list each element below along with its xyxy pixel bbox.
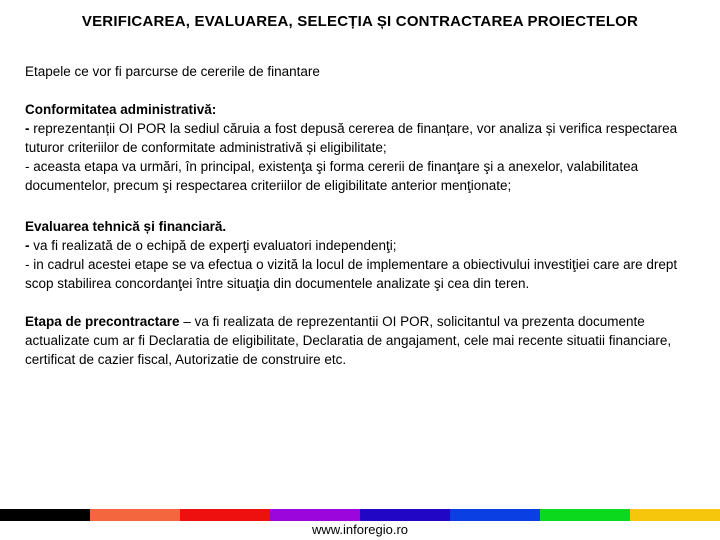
bullet-dash: - <box>25 257 30 272</box>
slide-body <box>25 62 699 369</box>
color-bar-segment-red <box>180 509 270 521</box>
bullet-text: aceasta etapa va urmări, în principal, existenţa şi forma cererii de finanţare şi a anexelor, valabilitatea documentelor, precum şi respectarea criteriilor de eligibilitate anterior menţionate; <box>25 159 639 193</box>
color-bar-segment-black <box>0 509 90 521</box>
bullet-item <box>25 157 699 195</box>
color-bar <box>0 509 720 521</box>
color-bar-segment-yellow <box>630 509 720 521</box>
color-bar-segment-darkblue <box>360 509 450 521</box>
section-etapa-precontractare <box>25 312 699 369</box>
section-conformitate-administrativa <box>25 100 699 195</box>
section-heading: Evaluarea tehnică și financiară. <box>25 219 227 234</box>
bullet-dash: - <box>25 238 30 253</box>
slide-title: VERIFICAREA, EVALUAREA, SELECȚIA ȘI CONTRACTAREA PROIECTELOR <box>81 13 639 30</box>
section-text: – va fi realizata de reprezentantii OI POR, solicitantul va prezenta documente actualizate cum ar fi Declaratia de eligibilitate, Declaratia de angajament, cele mai recente situatii financiare, certificat de cazier fiscal, Autorizatie de construire etc. <box>25 314 672 367</box>
bullet-item <box>25 255 699 293</box>
bullet-text: in cadrul acestei etape se va efectua o vizită la locul de implementare a obiectivului investiţiei care are drept scop stabilirea concordanţei între situaţia din documentele analizate şi cea din teren. <box>25 257 678 291</box>
bullet-text: reprezentanții OI POR la sediul căruia a fost depusă cererea de finanțare, vor analiza și verifica respectarea tuturor criteriilor de conformitate administrativă și eligibilitate; <box>25 121 678 155</box>
intro-text: Etapele ce vor fi parcurse de cererile de finantare <box>25 64 320 79</box>
section-evaluare-tehnica-financiara <box>25 217 699 293</box>
color-bar-segment-blue <box>450 509 540 521</box>
bullet-item <box>25 236 699 255</box>
footer-url: www.inforegio.ro <box>311 522 409 537</box>
paragraph <box>25 312 699 369</box>
bullet-dash: - <box>25 159 30 174</box>
bullet-item <box>25 119 699 157</box>
section-heading: Conformitatea administrativă: <box>25 102 217 117</box>
color-bar-segment-green <box>540 509 630 521</box>
color-bar-segment-orange <box>90 509 180 521</box>
bullet-dash: - <box>25 121 30 136</box>
section-lead: Etapa de precontractare <box>25 314 180 329</box>
bullet-text: va fi realizată de o echipă de experţi evaluatori independenţi; <box>33 238 397 253</box>
color-bar-segment-purple <box>270 509 360 521</box>
